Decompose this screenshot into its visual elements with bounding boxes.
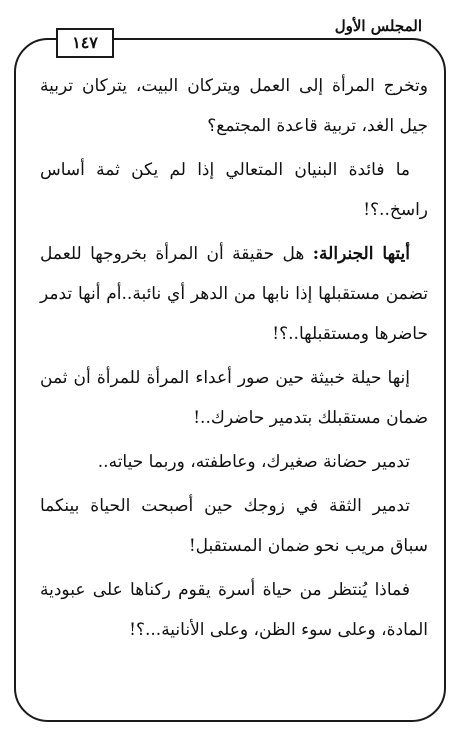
paragraph-2 bbox=[40, 150, 428, 230]
page-number-box bbox=[56, 28, 114, 58]
body-text bbox=[40, 66, 428, 654]
paragraph-6-text: تدمير الثقة في زوجك حين أصبحت الحياة بينكما سباق مريب نحو ضمان المستقبل! bbox=[40, 496, 428, 556]
paragraph-3 bbox=[40, 234, 428, 354]
page-number: ١٤٧ bbox=[72, 33, 98, 52]
paragraph-1 bbox=[40, 66, 428, 146]
paragraph-5-text: تدمير حضانة صغيرك، وعاطفته، وربما حياته.. bbox=[97, 452, 410, 472]
paragraph-1-text: وتخرج المرأة إلى العمل ويتركان البيت، يتركان تربية جيل الغد، تربية قاعدة المجتمع؟ bbox=[40, 76, 428, 136]
paragraph-4-text: إنها حيلة خبيثة حين صور أعداء المرأة للمرأة أن ثمن ضمان مستقبلك بتدمير حاضرك..! bbox=[40, 368, 428, 428]
paragraph-5 bbox=[40, 442, 428, 482]
paragraph-7 bbox=[40, 570, 428, 650]
paragraph-6 bbox=[40, 486, 428, 566]
paragraph-2-text: ما فائدة البنيان المتعالي إذا لم يكن ثمة أساس راسخ..؟! bbox=[40, 160, 428, 220]
running-header-chapter-title: المجلس الأول bbox=[329, 15, 428, 37]
paragraph-3-text: هل حقيقة أن المرأة بخروجها للعمل تضمن مستقبلها إذا نابها من الدهر أي نائبة..أم أنها تدمر حاضرها ومستقبلها..؟! bbox=[40, 244, 428, 344]
paragraph-3-lead: أيتها الجنرالة: bbox=[312, 244, 410, 264]
paragraph-4 bbox=[40, 358, 428, 438]
paragraph-7-text: فماذا يُنتظر من حياة أسرة يقوم ركناها على عبودية المادة، وعلى سوء الظن، وعلى الأنانية...؟! bbox=[40, 580, 428, 640]
